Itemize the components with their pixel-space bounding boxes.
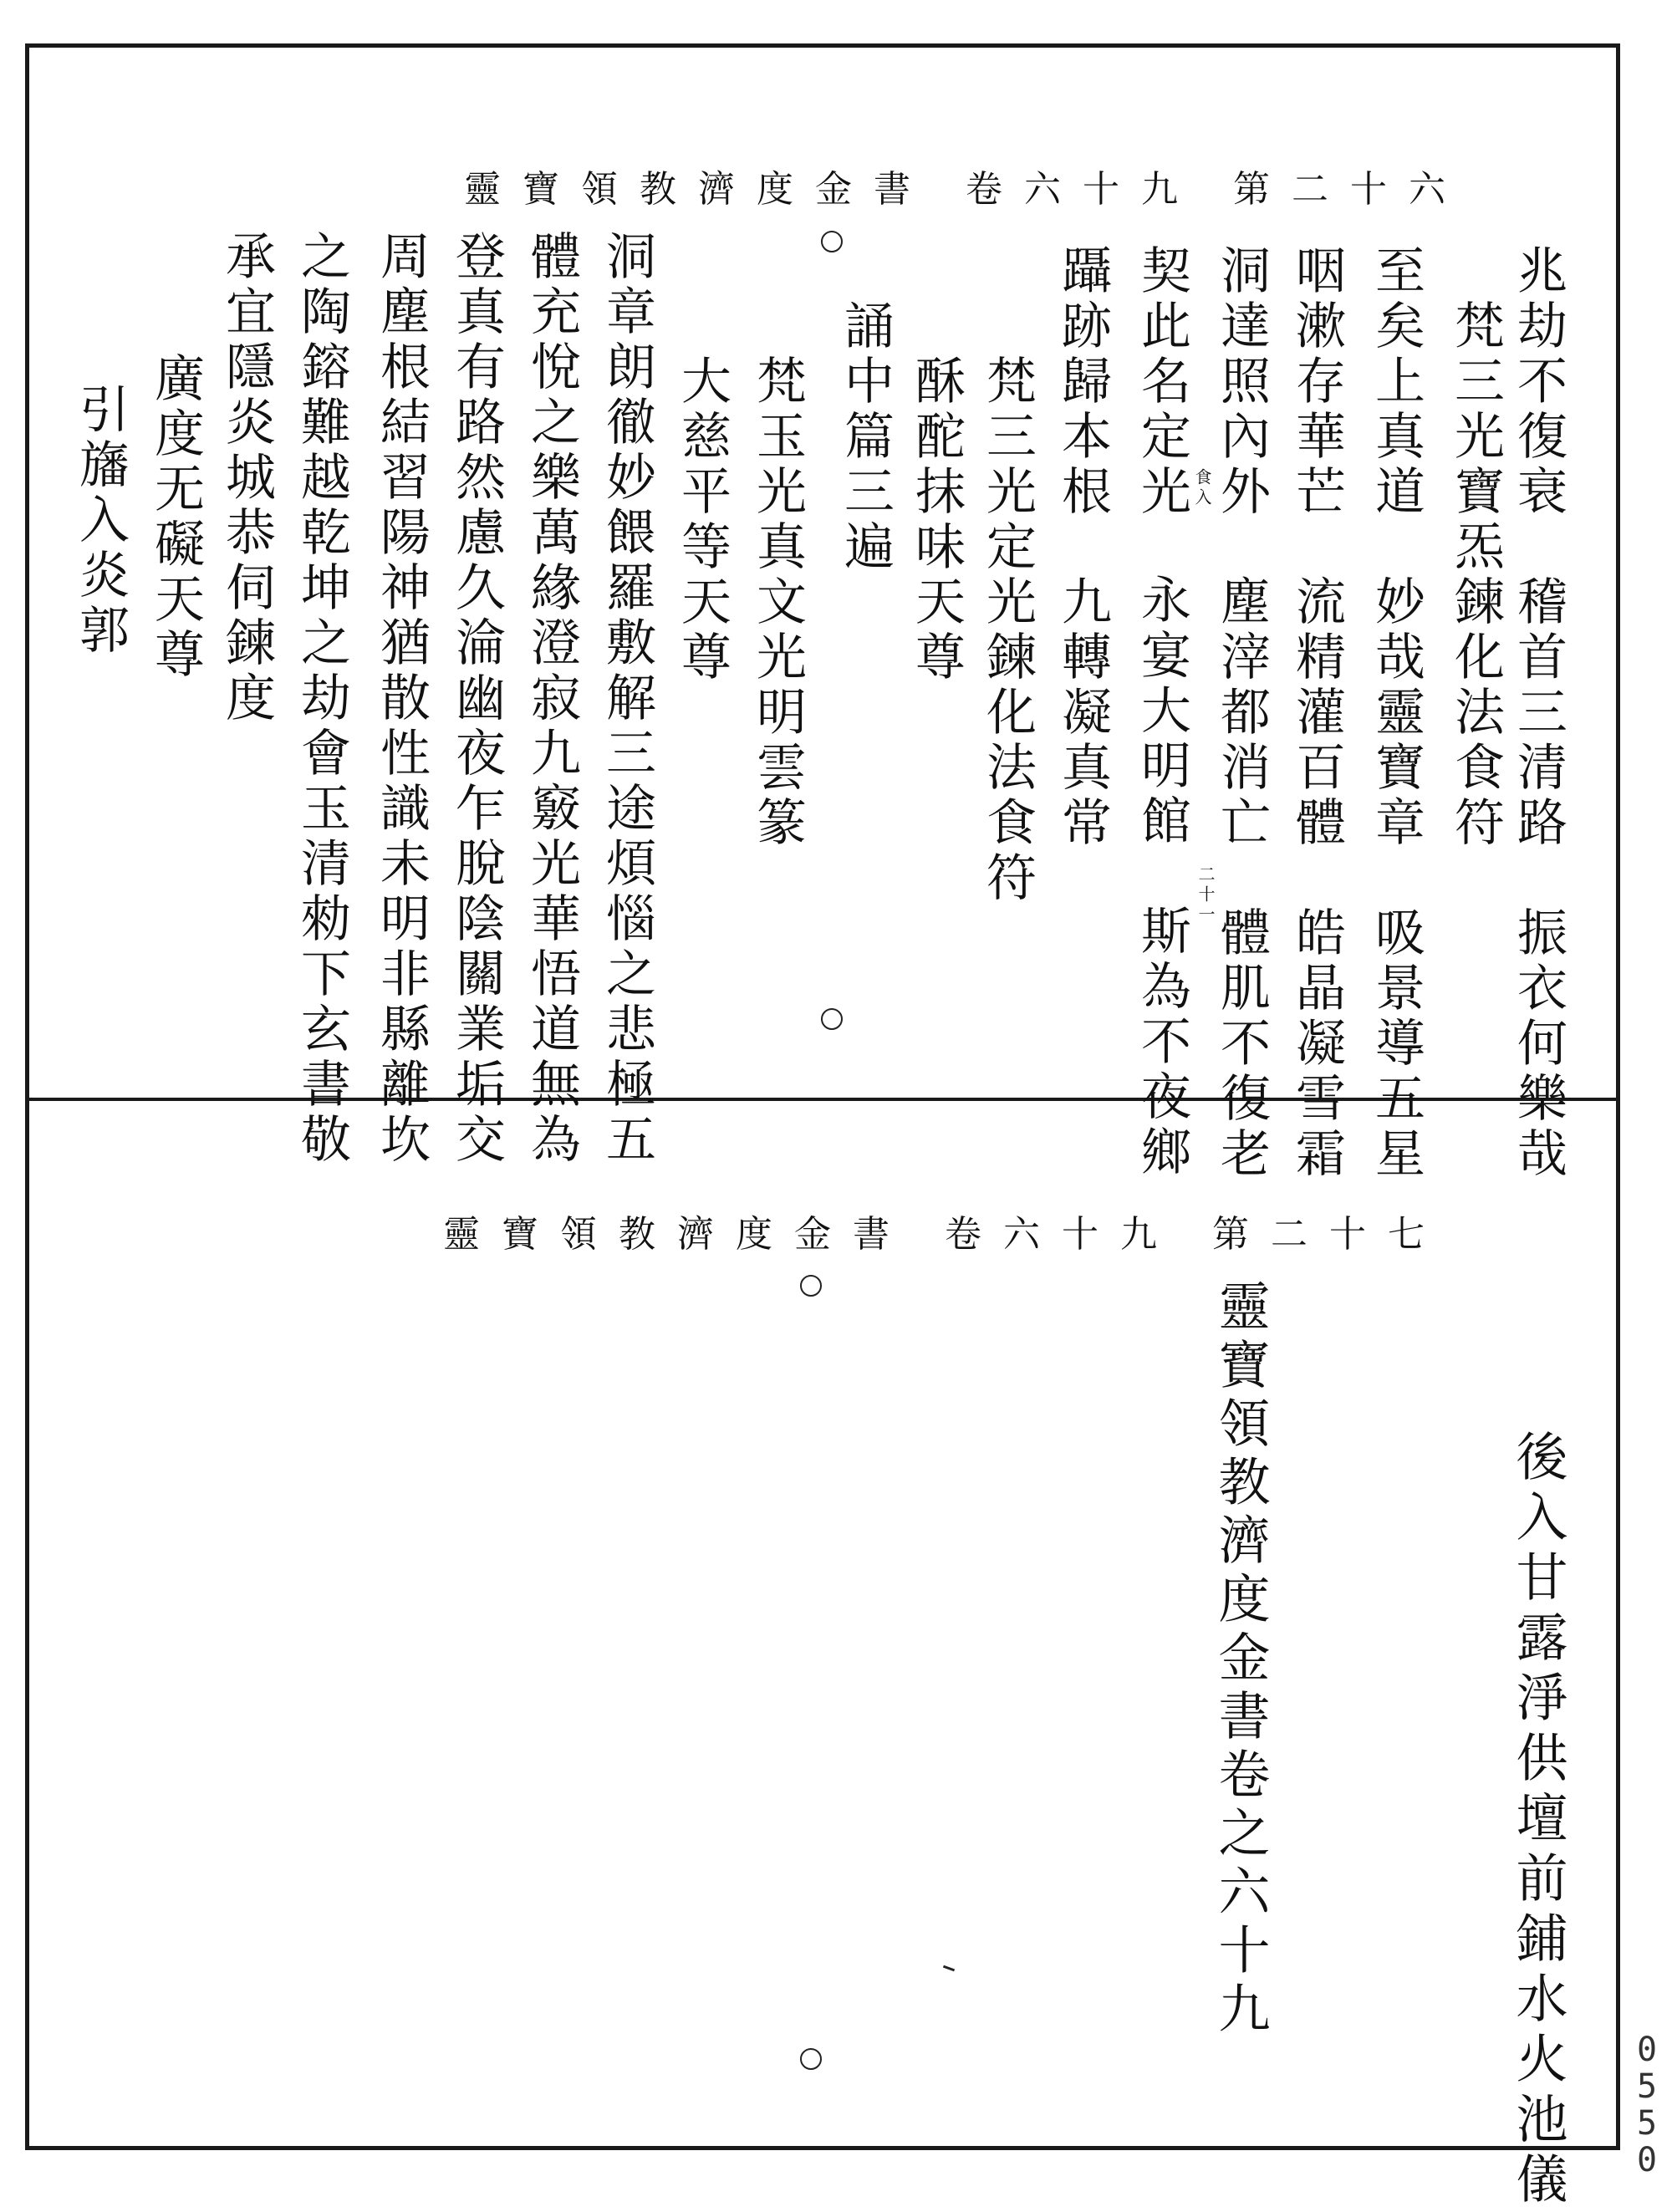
text-column: 後入甘露淨供壇前鋪水火池儀 xyxy=(1507,1430,1568,2212)
text-column: 承宜隱炎城恭伺鍊度 xyxy=(217,230,276,726)
text-column: 之陶鎔難越乾坤之劫會玉清勑下玄書敬 xyxy=(293,230,351,1168)
text-column: 廣度无礙天尊 xyxy=(146,297,205,683)
text-column: 梵玉光真文光明雲篆 xyxy=(748,244,807,851)
text-column: 靈寶領教濟度金書卷之六十九 xyxy=(1210,1279,1271,2040)
page-number-digit: 0 xyxy=(1636,2031,1658,2069)
top-margin-label: 靈寶領教濟度金書 卷六十九 第二十六 xyxy=(464,168,1467,211)
binding-hole xyxy=(800,2048,822,2070)
text-column: 周塵根結習陽神猶散性識未明非縣離坎 xyxy=(372,230,431,1168)
text-column: 引旛入炎郭 xyxy=(71,383,130,659)
text-column: 誦中篇三遍 xyxy=(836,244,895,575)
text-column: 梵三光寶炁鍊化法食符 xyxy=(1446,244,1505,851)
page-number-digit: 5 xyxy=(1636,2067,1658,2106)
page-number-digit: 0 xyxy=(1636,2141,1658,2179)
text-column: 兆劫不復衰 稽首三清路 振衣何樂哉 xyxy=(1509,244,1568,1182)
small-note: 二十一 xyxy=(1195,865,1216,925)
text-column: 洞達照內外 塵滓都消亡 體肌不復老 xyxy=(1212,244,1271,1182)
text-column: 洞章朗徹妙餵羅敷解三途煩惱之悲極五 xyxy=(598,230,656,1168)
page-number xyxy=(1630,2031,1664,2179)
text-column: 大慈平等天尊 xyxy=(673,244,732,686)
text-column: 至矣上真道 妙哉靈寶章 吸景導五星 xyxy=(1367,244,1425,1182)
binding-hole xyxy=(821,1008,843,1030)
text-column: 永宴大明館 斯為不夜鄉 xyxy=(1133,518,1191,1180)
text-column: 咽漱存華芒 流精灌百體 皓晶凝雪霜 xyxy=(1287,244,1346,1182)
text-column: 契此名定光 xyxy=(1133,244,1191,520)
text-column: 體充悅之樂萬緣澄寂九竅光華悟道無為 xyxy=(522,230,581,1168)
text-column: 梵三光定光鍊化法食符 xyxy=(978,244,1037,906)
bottom-margin-label: 靈寶領教濟度金書 卷六十九 第二十七 xyxy=(443,1213,1446,1256)
small-note: 食入 xyxy=(1192,468,1212,508)
binding-hole xyxy=(800,1275,822,1297)
page-number-digit: 5 xyxy=(1636,2104,1658,2143)
text-column: 登真有路然慮久淪幽夜乍脫陰關業垢交 xyxy=(447,230,506,1168)
text-column: 躡跡歸本根 九轉凝真常 xyxy=(1053,244,1112,851)
text-column: 酥酡抹味天尊 xyxy=(907,244,966,686)
